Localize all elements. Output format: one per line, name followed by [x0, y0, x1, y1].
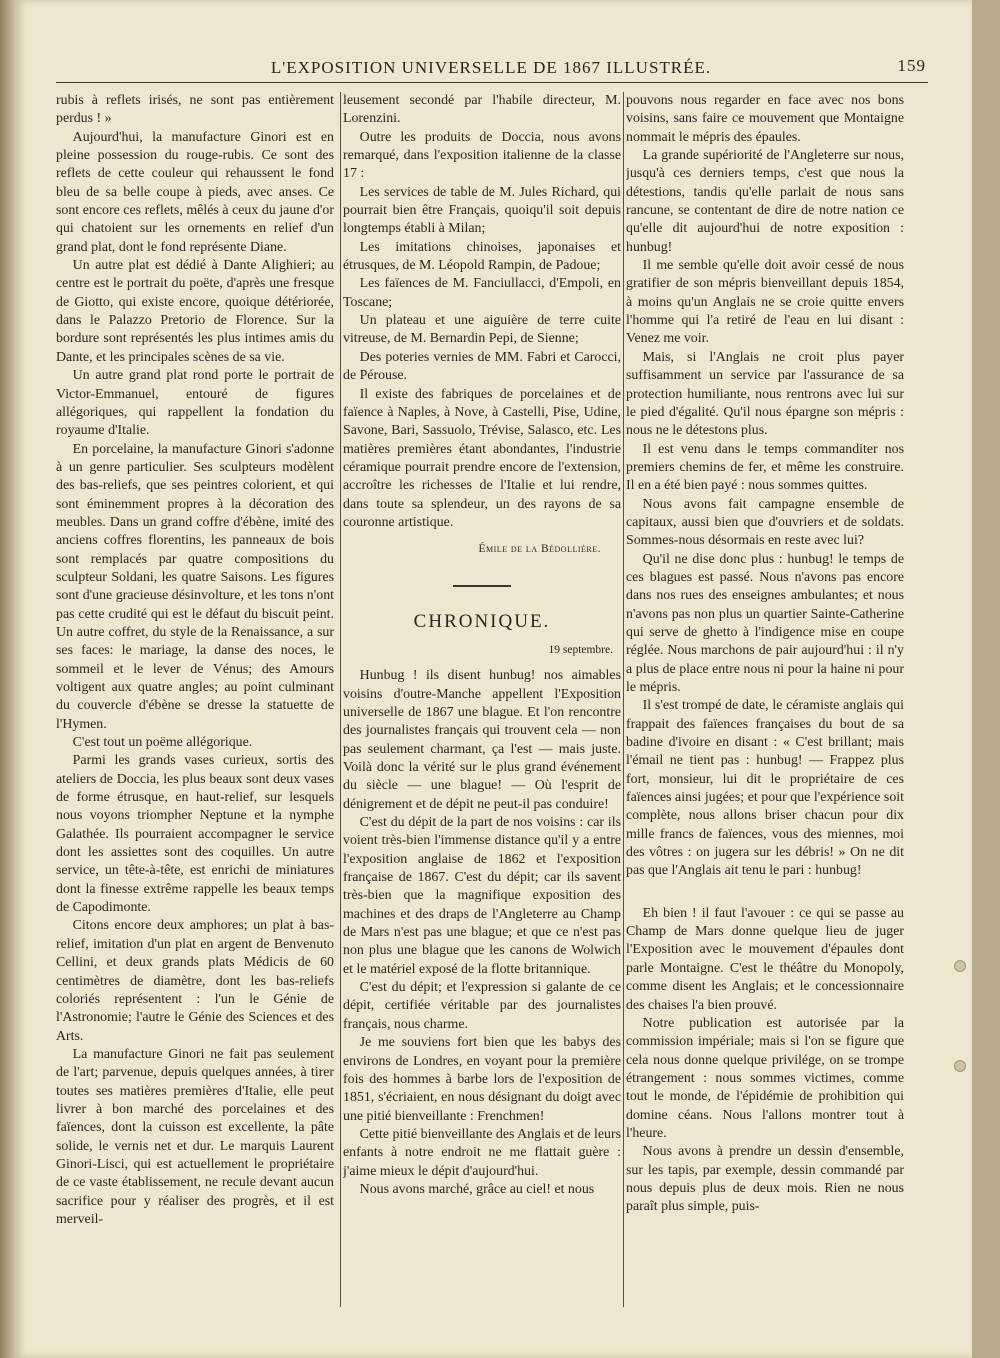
- paragraph: Nous avons fait campagne ensemble de capitaux, aussi bien que d'ouvriers et de soldats. Sommes-nous désormais en reste avec lui?: [626, 496, 904, 549]
- header-title: L'EXPOSITION UNIVERSELLE DE 1867 ILLUSTRÉE.: [270, 58, 712, 77]
- paragraph: Notre publication est autorisée par la commission impériale; mais si l'on se figure que cela nous donne quelque privilége, on se trompe étrangement : nous sommes victimes, comme tout le monde, de l'épidémie de prohibition qui domine céans. Nous l'allons montrer tout à l'heure.: [626, 1015, 904, 1141]
- paragraph: Il me semble qu'elle doit avoir cessé de nous gratifier de son mépris bienveillant depuis 1854, à moins qu'un Anglais ne se croie quitte envers l'homme qui l'a retiré de l'eau en lui disant : Venez me voir.: [626, 258, 904, 347]
- paragraph: Citons encore deux amphores; un plat à bas-relief, imitation d'un plat en argent de Benvenuto Cellini, et deux grands plats Médicis de 60 centimètres de diamètre, dont les bas-reliefs coloriés représentent : l'un le Génie de l'Astronomie; l'autre le Génie des Sciences et des Arts.: [56, 918, 334, 1044]
- paragraph: C'est tout un poëme allégorique.: [72, 735, 253, 751]
- paragraph: Cette pitié bienveillante des Anglais et de leurs enfants à notre endroit ne me flattait guère : j'aime mieux le dépit d'aujourd'hui.: [343, 1126, 621, 1179]
- paragraph: Les faïences de M. Fanciullacci, d'Empoli, en Toscane;: [343, 276, 621, 310]
- column-1: [56, 92, 334, 1327]
- paragraph: Nous avons à prendre un dessin d'ensemble, sur les tapis, par exemple, dessin commandé par nous depuis plus de deux mois. Rien ne nous paraît plus simple, puis-: [626, 1144, 904, 1215]
- paragraph: Il s'est trompé de date, le céramiste anglais qui frappait des faïences françaises du bout de sa badine d'ivoire en disant : « C'est brillant; mais l'émail ne tient pas : hunbug! — Frappez plus fort, monsieur, lui dit le propriétaire de ces faïences ainsi jugées; et pour que l'expérience soit complète, nous allons briser chacun pour dix mille francs de faïences, vous des miennes, moi des vôtres : on jugera sur les débris! » On ne dit pas que l'Anglais ait tenu le pari : hunbug!: [626, 698, 904, 879]
- paragraph: Les services de table de M. Jules Richard, qui pourrait bien être Français, quoiqu'il soit depuis longtemps établi à Milan;: [343, 184, 621, 237]
- paragraph: Des poteries vernies de MM. Fabri et Carocci, de Pérouse.: [343, 349, 621, 384]
- paragraph: Outre les produits de Doccia, nous avons remarqué, dans l'exposition italienne de la classe 17 :: [343, 129, 621, 182]
- binding-edge: [0, 0, 14, 1358]
- paragraph: Il est venu dans le temps commanditer nos premiers chemins de fer, et même les construire. Il en a été bien payé : nous sommes quittes.: [626, 441, 904, 494]
- header-rule: [56, 82, 928, 83]
- paragraph: leusement secondé par l'habile directeur, M. Lorenzini.: [343, 93, 621, 127]
- column-separator-1: [340, 92, 341, 1307]
- column-3: [626, 92, 904, 1327]
- paragraph: La grande supériorité de l'Angleterre sur nous, jusqu'à ces derniers temps, c'est que nous la détestions, tandis qu'elle parlait de nous sans rancune, se contentant de dire de notre nation ce qu'elle dit aujourd'hui de notre exposition : hunbug!: [626, 148, 904, 255]
- author-signature: Émile de la Bédollière.: [478, 543, 601, 556]
- paragraph: Qu'il ne dise donc plus : hunbug! le temps de ces blagues est passé. Nous n'avons pas encore dans nos rues des enseignes ambulantes; et nous n'avons pas non plus un quartier Sainte-Catherine qui serve de ghetto à l'indigence mise en coupe réglée. Nous marchons de pair aujourd'hui : il n'y a plus de place entre nous ni pour la haine ni pour le mépris.: [626, 551, 904, 695]
- section-date: 19 septembre.: [548, 643, 613, 656]
- paragraph: Je me souviens fort bien que les babys des environs de Londres, en voyant pour la première fois des hommes à barbe lors de l'exposition de 1851, s'écriaient, en nous désignant du doigt avec une pitié bienveillante : Frenchmen!: [343, 1035, 621, 1124]
- paragraph: Un plateau et une aiguière de terre cuite vitreuse, de M. Bernardin Pepi, de Sienne;: [343, 313, 621, 347]
- column-2: [343, 92, 621, 1327]
- paragraph-gap: [626, 881, 904, 905]
- column-separator-2: [623, 92, 624, 1307]
- paragraph: Nous avons marché, grâce au ciel! et nous: [359, 1181, 595, 1197]
- binding-rivet: [954, 1060, 966, 1072]
- newspaper-page: [14, 0, 972, 1358]
- page-number: 159: [897, 56, 926, 75]
- paragraph: C'est du dépit; et l'expression si galante de ce dépit, certifiée véritable par des journalistes français, nous charme.: [343, 980, 621, 1032]
- paragraph: Mais, si l'Anglais ne croit plus payer suffisamment un service par l'assurance de sa protection humiliante, nous rentrons avec lui sur le pied d'égalité. Qu'il nous épargne son mépris : nous ne le détestons plus.: [626, 349, 904, 439]
- section-divider: [453, 585, 511, 587]
- paragraph: Les imitations chinoises, japonaises et étrusques, de M. Léopold Rampin, de Padoue;: [343, 239, 621, 274]
- paragraph: Hunbug ! ils disent hunbug! nos aimables voisins d'outre-Manche appellent l'Exposition universelle de 1867 une blague. Et l'on rencontre des journalistes français qui trouvent cela — non pas seulement charmant, ça l'est — mais juste. Voilà donc la vérité sur le plus grand événement du siècle — une blague! — Où l'esprit de dénigrement et de dépit ne peut-il pas conduire!: [343, 668, 621, 812]
- paragraph: Un autre plat est dédié à Dante Alighieri; au centre est le portrait du poëte, d'après une fresque de Giotto, qui existe encore, quoique détériorée, dans le Palazzo Pretorio de Florence. Sur la bordure sont représentés les plus intimes amis du Dante, et les principales scènes de sa vie.: [56, 258, 334, 365]
- paragraph: Parmi les grands vases curieux, sortis des ateliers de Doccia, les plus beaux sont deux vases de forme étrusque, en haut-relief, sur lesquels nous voyons triompher Neptune et la nymphe Galathée. Ils pourraient accompagner le service dont les assiettes sont des coquilles. Un autre service, un tête-à-tête, est enrichi de miniatures dont la finesse extrême rappelle les beaux temps de Capodimonte.: [56, 753, 334, 916]
- paragraph: Il existe des fabriques de porcelaines et de faïence à Naples, à Nove, à Castelli, Pise, Udine, Savone, Bari, Sassuolo, Trévise, Salasco, etc. Les matières premières étant abondantes, l'industrie céramique pourrait prendre encore de l'extension, accroître les richesses de l'Italie et lui rendre, dans toute sa splendeur, un des rayons de sa couronne artistique.: [343, 386, 621, 530]
- paragraph: La manufacture Ginori ne fait pas seulement de l'art; parvenue, depuis quelques années, à tirer toutes ses matières premières d'Italie, elle peut livrer à bon marché des porcelaines et des faïences, dont la cuisson est excellente, la pâte solide, le vernis net et dur. Le marquis Laurent Ginori-Lisci, qui est actuellement le propriétaire de ce vaste établissement, ne recule devant aucun sacrifice pour y réaliser des progrès, et il est merveil-: [56, 1046, 334, 1227]
- binding-rivet: [954, 960, 966, 972]
- paragraph: En porcelaine, la manufacture Ginori s'adonne à un genre particulier. Ses sculpteurs modèlent des bas-reliefs, que ses peintres colorient, et qui sont éminemment propres à la décoration des meubles. Dans un grand coffre d'ébène, imité des anciens coffres florentins, les panneaux de bois sont remplacés par quatre compositions du sculpteur Soldani, les quatre Saisons. Les figures sont d'une gracieuse désinvolture, et les tons n'ont pas cette crudité qui est le défaut du biscuit peint. Un autre coffret, du style de la Renaissance, a sur ses faces: le mariage, la danse des noces, le sommeil et le lever de Vénus; des Amours voltigent aux quatre angles; au point culminant du couvercle d'ébène se dresse la statuette de l'Hymen.: [56, 441, 334, 732]
- section-title: CHRONIQUE.: [413, 610, 551, 632]
- paragraph: pouvons nous regarder en face avec nos bons voisins, sans faire ce mouvement que Montaigne nommait le mépris des épaules.: [626, 93, 904, 145]
- paragraph: Aujourd'hui, la manufacture Ginori est en pleine possession du rouge-rubis. Ce sont des reflets de cette couleur qui rehaussent le fond bleu de sa belle coupe à pieds, avec anses. Ce sont encore ces reflets, mêlés à ceux du jaune d'or qui chatoient sur les ornements en relief d'un grand plat, dont le fond représente Diane.: [56, 129, 334, 255]
- paragraph: rubis à reflets irisés, ne sont pas entièrement perdus ! »: [56, 93, 334, 127]
- paragraph: C'est du dépit de la part de nos voisins : car ils voient très-bien l'immense distance qu'il y a entre l'exposition anglaise de 1862 et l'exposition française de 1867. C'est du dépit; car ils savent très-bien que la magnifique exposition des machines et des draps de l'Angleterre au Champ de Mars n'est pas une blague; et que ce n'est pas non plus une blague que les canons de Wolwich et le matériel exposé de la flotte britannique.: [343, 815, 621, 977]
- paragraph: Un autre grand plat rond porte le portrait de Victor-Emmanuel, entouré de figures allégoriques, qui rappellent la fondation du royaume d'Italie.: [56, 368, 334, 439]
- paragraph: Eh bien ! il faut l'avouer : ce qui se passe au Champ de Mars donne quelque lieu de juger l'Exposition avec le mouvement d'épaules dont parle Montaigne. C'est le théâtre du Monopoly, comme disent les Anglais; et le concessionnaire des chaises l'a bien prouvé.: [626, 905, 904, 1013]
- running-header: [56, 56, 926, 80]
